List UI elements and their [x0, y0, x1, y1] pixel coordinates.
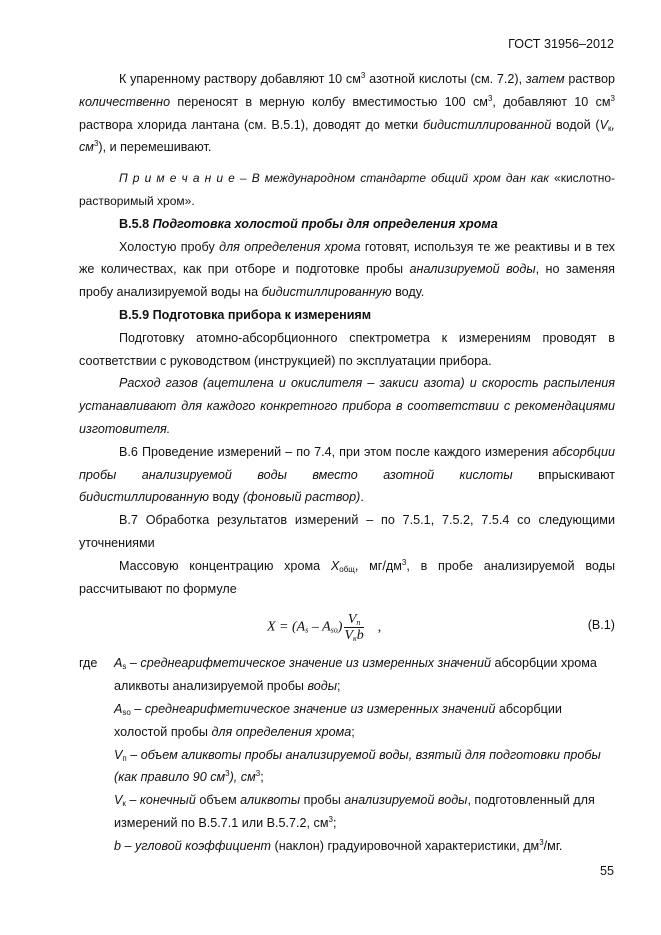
page-number: 55 — [599, 864, 614, 878]
paragraph-mass-concentration: Массовую концентрацию хрома $X_{общ}$, $мг/дм^3$, в пробе анализируемой воды рассчитывают по формуле — [79, 557, 615, 596]
where-item-vk: $V_к$ – конечный объем аликвоты пробы анализируемой воды, подготовленный для измерений по В.5.7.1 или В.5.7.2, $см^3$; — [114, 793, 595, 830]
formula-b1 — [79, 600, 615, 652]
paragraph-blank-sample: Холостую пробу для определения хрома готовят, используя те же реактивы и в тех же количествах, как при отборе и подготовке пробы анализируемой воды, но заменяя пробу анализируемой воды на бидистиллированную воду. — [79, 239, 615, 300]
where-item-b: b – угловой коэффициент (наклон) градуировочной характеристики, $дм^3/мг$. — [114, 837, 563, 853]
paragraph-b7: В.7 Обработка результатов измерений – по 7.5.1, 7.5.2, 7.5.4 со следующими уточнениями — [79, 513, 615, 550]
note-label: П р и м е ч а н и е — [119, 171, 235, 186]
paragraph-b6: В.6 Проведение измерений – по 7.4, при этом после каждого измерения абсорбции пробы анализируемой воды вместо азотной кислоты впрыскивают бидистиллированную воду (фоновый раствор). — [79, 444, 616, 505]
where-item-aso: $A_{so}$ – среднеарифметическое значение из измеренных значений абсорбции холостой пробы для определения хрома; — [114, 701, 562, 739]
section-heading-b58: В.5.8 Подготовка холостой пробы для определения хрома — [119, 216, 498, 231]
paragraph-gas-flow: Расход газов (ацетилена и окислителя – закиси азота) и скорость распыления устанавливают для каждого конкретного прибора в соответствии с рекомендациями изготовителя. — [79, 376, 615, 436]
section-heading-b59: В.5.9 Подготовка прибора к измерениям — [119, 307, 372, 322]
formula-fraction: $\frac{V_п}{V_кb}$ — [344, 612, 364, 644]
where-item-vp: $V_п$ – объем аликвоты пробы анализируемой воды, взятый для подготовки пробы (как правило 90 $см^3$), $см^3$; — [114, 747, 601, 785]
document-code: ГОСТ 31956–2012 — [508, 37, 614, 51]
formula-number: (В.1) — [587, 618, 615, 633]
note-paragraph: П р и м е ч а н и е – В международном стандарте общий хром дан как «кислотно-растворимый хром». — [79, 171, 615, 208]
paragraph-spectrometer: Подготовку атомно-абсорбционного спектрометра к измерениям проводят в соответствии с руководством (инструкцией) по эксплуатации прибора. — [79, 330, 615, 368]
where-item-as: $A_s$ – среднеарифметическое значение из измеренных значений абсорбции хрома аликвоты анализируемой пробы воды; — [114, 656, 597, 694]
formula-expression: $X = (A_s - A_{so})$ $\frac{V_п}{V_кb}$ , — [267, 612, 382, 644]
document-body — [79, 68, 615, 858]
paragraph-lanthanum: К упаренному раствору добавляют 10 $см^3$ азотной кислоты (см. 7.2), затем раствор количественно переносят в мерную колбу вместимостью 100 $см^3$, добавляют 10 $см^3$ раствора хлорида лантана (см. В.5.1), доводят до метки бидистиллированной водой ($V_к$, $см^3$), и перемешивают. — [79, 71, 615, 155]
where-label: где — [79, 656, 98, 671]
where-list — [79, 652, 615, 857]
